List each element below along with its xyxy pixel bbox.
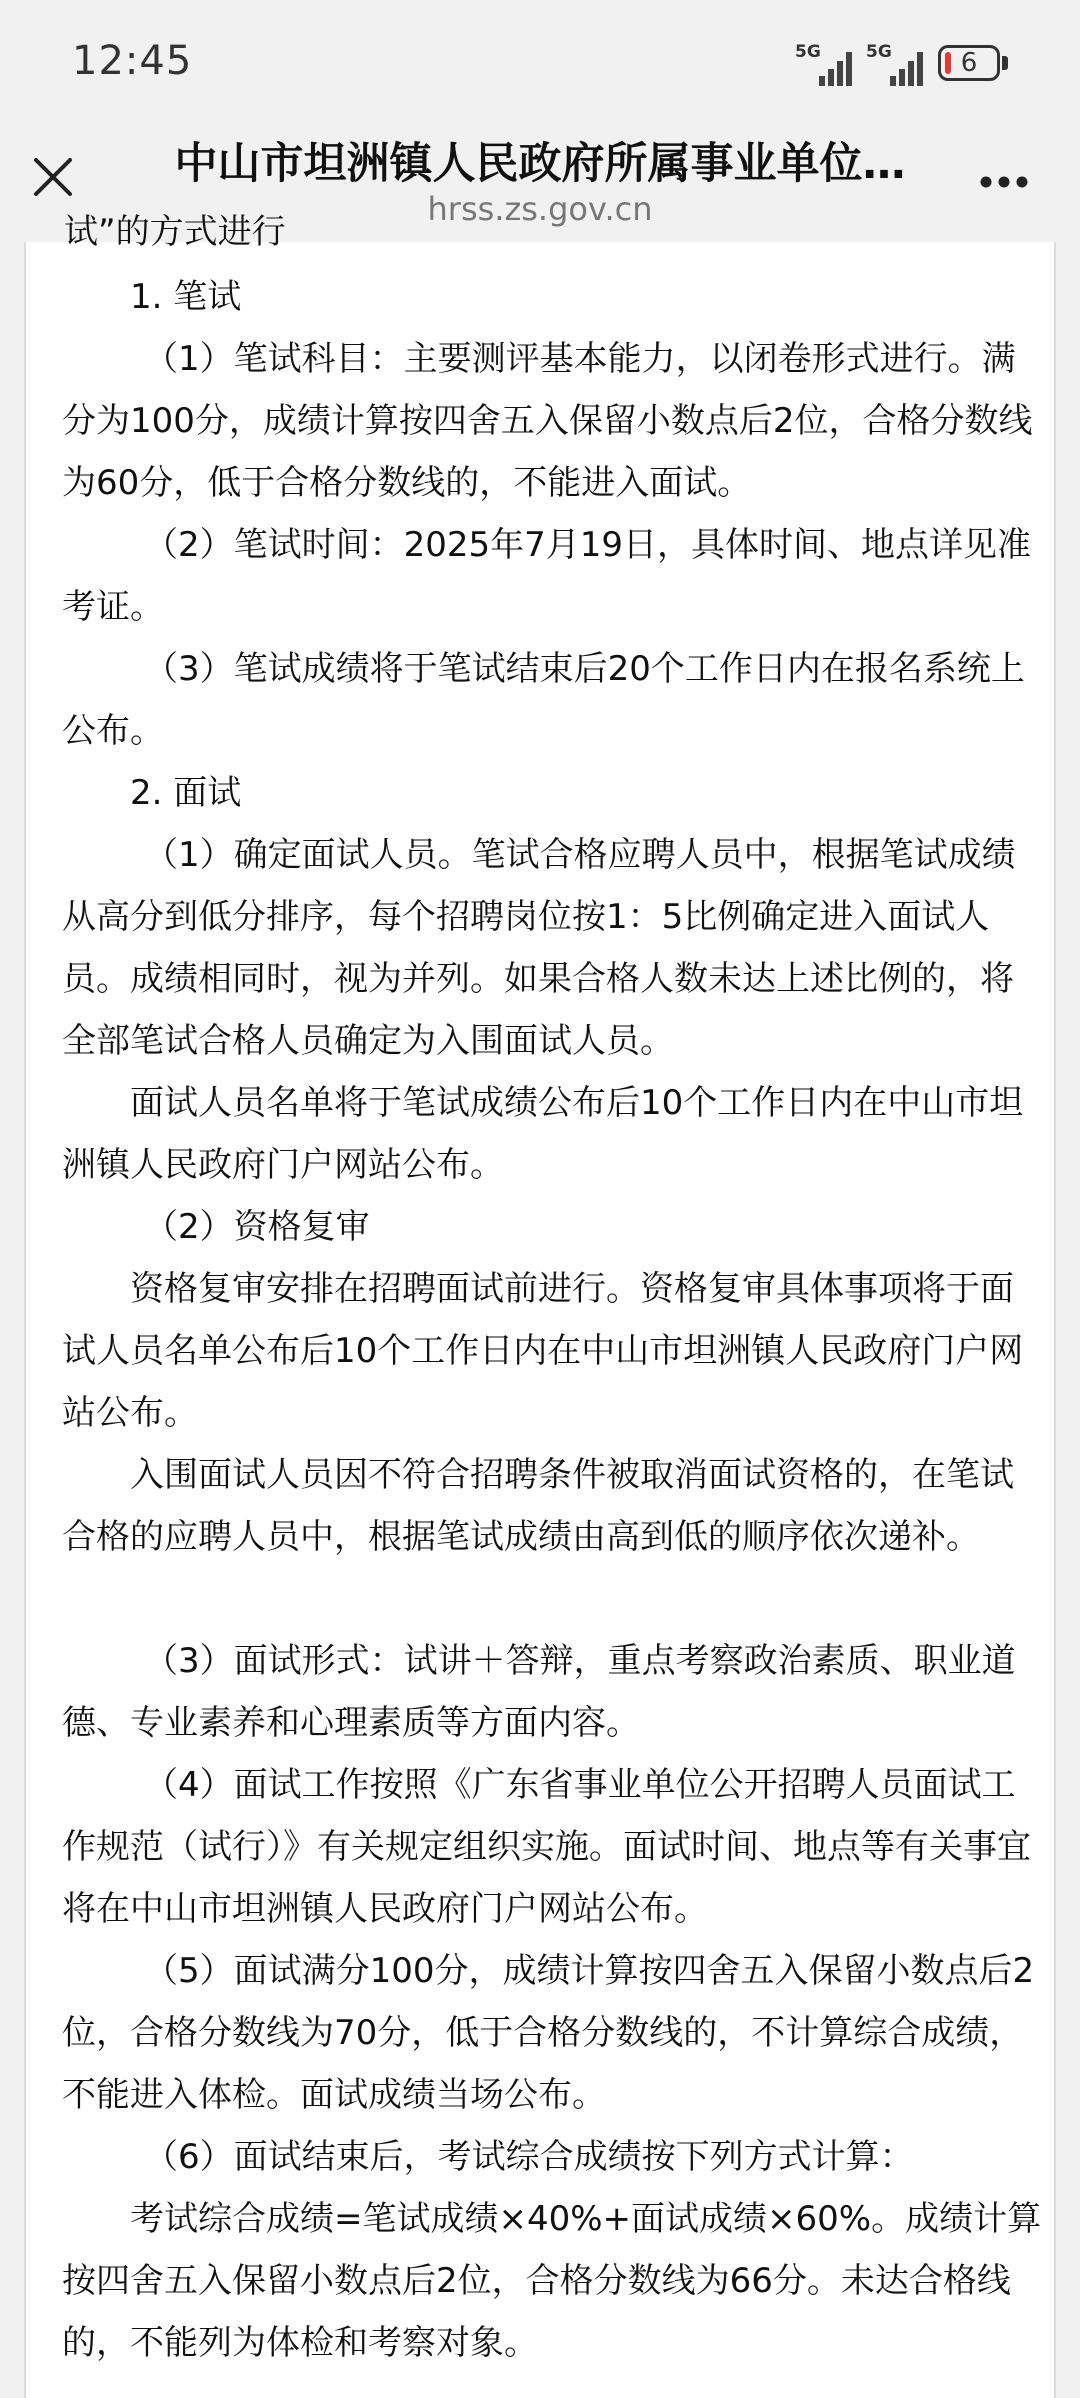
paragraph: 资格复审安排在招聘面试前进行。资格复审具体事项将于面试人员名单公布后10个工作日内在中山市坦洲镇人民政府门户网站公布。 — [62, 1269, 1024, 1433]
paragraph: （3）笔试成绩将于笔试结束后20个工作日内在报名系统上公布。 — [62, 649, 1025, 751]
section-heading-interview: 2. 面试 — [130, 773, 242, 813]
section-heading-written-test: 1. 笔试 — [130, 277, 242, 317]
paragraph: （1）笔试科目：主要测评基本能力，以闭卷形式进行。满分为100分，成绩计算按四舍五入保留小数点后2位，合格分数线为60分，低于合格分数线的，不能进入面试。 — [62, 339, 1033, 503]
paragraph: 面试人员名单将于笔试成绩公布后10个工作日内在中山市坦洲镇人民政府门户网站公布。 — [62, 1083, 1024, 1185]
signal-bars-icon — [890, 50, 926, 86]
paragraph: （6）面试结束后，考试综合成绩按下列方式计算： — [144, 2137, 914, 2177]
close-icon[interactable] — [28, 152, 78, 202]
paragraph: （3）面试形式：试讲＋答辩，重点考察政治素质、职业道德、专业素养和心理素质等方面内容。 — [62, 1641, 1016, 1743]
paragraph: 考试综合成绩=笔试成绩×40%+面试成绩×60%。成绩计算按四舍五入保留小数点后2位，合格分数线为66分。未达合格线的，不能列为体检和考察对象。 — [62, 2199, 1042, 2363]
paragraph: （5）面试满分100分，成绩计算按四舍五入保留小数点后2位，合格分数线为70分，低于合格分数线的，不计算综合成绩，不能进入体检。面试成绩当场公布。 — [62, 1951, 1035, 2115]
network-type-label: 5G — [795, 42, 821, 62]
subsection-heading: （2）资格复审 — [144, 1207, 370, 1247]
paragraph: （2）笔试时间：2025年7月19日，具体时间、地点详见准考证。 — [62, 525, 1032, 627]
status-time: 12:45 — [72, 38, 193, 84]
paragraph: （1）确定面试人员。笔试合格应聘人员中，根据笔试成绩从高分到低分排序，每个招聘岗位按1：5比例确定进入面试人员。成绩相同时，视为并列。如果合格人数未达上述比例的，将全部笔试合格人员确定为入围面试人员。 — [62, 835, 1016, 1061]
paragraph: 入围面试人员因不符合招聘条件被取消面试资格的，在笔试合格的应聘人员中，根据笔试成绩由高到低的顺序依次递补。 — [62, 1455, 1014, 1557]
network-type-label: 5G — [866, 42, 892, 62]
battery-icon — [938, 45, 1000, 81]
signal-bars-icon — [819, 50, 855, 86]
status-bar — [0, 0, 1080, 130]
article-content — [24, 212, 1056, 2398]
battery-tip — [1002, 56, 1008, 70]
more-options-icon[interactable] — [978, 174, 1030, 190]
battery-level-text: 6 — [960, 48, 978, 78]
clipped-text-line: 试”的方式进行 — [64, 212, 286, 252]
paragraph: （4）面试工作按照《广东省事业单位公开招聘人员面试工作规范（试行）》有关规定组织实施。面试时间、地点等有关事宜将在中山市坦洲镇人民政府门户网站公布。 — [62, 1765, 1031, 1929]
page-url: hrss.zs.gov.cn — [427, 190, 653, 228]
page-title: 中山市坦洲镇人民政府所属事业单位… — [174, 139, 906, 189]
